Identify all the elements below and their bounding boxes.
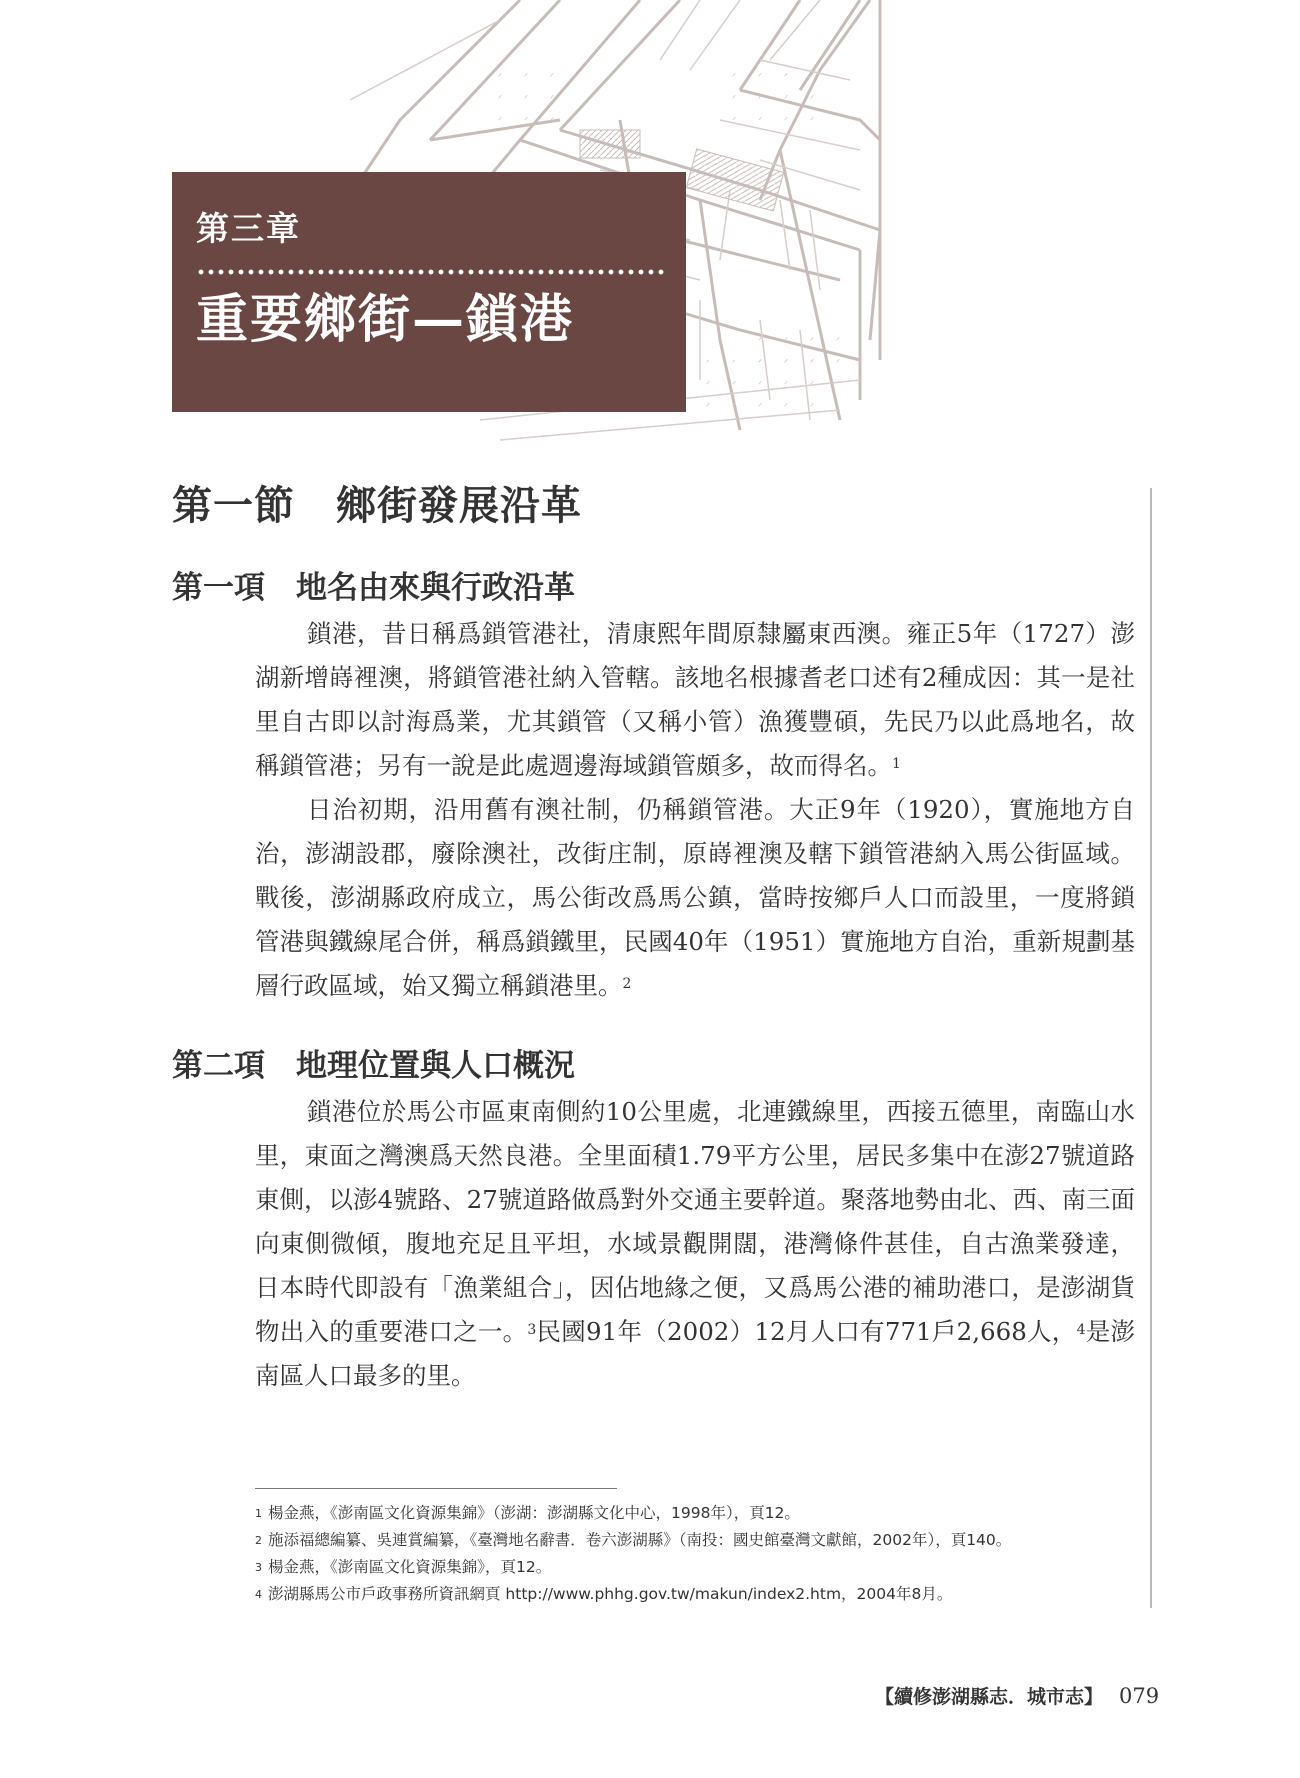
footnote-ref: 2 [622,976,632,992]
section-title: 第一節 鄉街發展沿革 [172,482,582,529]
paragraph: 鎖港位於馬公市區東南側約10公里處，北連鐵線里，西接五德里，南臨山水里，東面之灣澳爲天然良港。全里面積1.79平方公里，居民多集中在澎27號道路東側，以澎4號路、27號道路做爲對外交通主要幹道。聚落地勢由北、西、南三面向東側微傾，腹地充足且平坦，水域景觀開闊，港灣條件甚佳，自古漁業發達，日本時代即設有「漁業組合」，因佔地緣之便，又爲馬公港的補助港口，是澎湖貨物出入的重要港口之一。$^3$民國91年（2002）12月人口有771戶2,668人，$^4$是澎南區人口最多的里。 [255,1097,1136,1390]
paragraph: 日治初期，沿用舊有澳社制，仍稱鎖管港。大正9年（1920），實施地方自治，澎湖設郡，廢除澳社，改街庄制，原嵵裡澳及轄下鎖管港納入馬公街區域。戰後，澎湖縣政府成立，馬公街改爲馬公鎮，當時按鄉戶人口而設里，一度將鎖管港與鐵線尾合併，稱爲鎖鐵里，民國40年（1951）實施地方自治，重新規劃基層行政區域，始又獨立稱鎖港里。$^2$ [255,795,1135,1000]
footnote-item: $^1$ 楊金燕，《澎南區文化資源集錦》（澎湖：澎湖縣文化中心，1998年），頁12。 [255,1504,800,1522]
chapter-title: 重要鄉街—鎖港 [196,289,575,350]
paragraph: 鎖港，昔日稱爲鎖管港社，清康熙年間原隸屬東西澳。雍正5年（1727）澎湖新增嵵裡澳，將鎖管港社納入管轄。該地名根據耆老口述有2種成因：其一是社里自古即以討海爲業，尤其鎖管（又稱小管）漁獲豐碩，先民乃以此爲地名，故稱鎖管港；另有一說是此處週邊海域鎖管頗多，故而得名。$^1$ [255,619,1135,780]
page-footer [875,1682,1159,1709]
footnote-divider [255,1488,617,1489]
item-title-2: 第二項 地理位置與人口概況 [172,1048,575,1084]
book-title: 【續修澎湖縣志．城市志】 [875,1686,1104,1708]
item-title-1: 第一項 地名由來與行政沿革 [172,570,575,606]
footnote-item: $^4$ 澎湖縣馬公市戶政事務所資訊網頁 http://www.phhg.gov.tw/makun/index2.htm，2004年8月。 [255,1585,953,1603]
footnote-item: $^2$ 施添福總編纂、吳連賞編纂，《臺灣地名辭書．卷六澎湖縣》（南投：國史館臺灣文獻館，2002年），頁140。 [255,1531,1012,1549]
chapter-banner [172,172,686,412]
footnote-ref: 3 [527,1322,537,1338]
item-2-body [255,1090,1135,1398]
footnotes [255,1500,1135,1608]
dotted-divider [196,269,668,275]
footnote-item: $^3$ 楊金燕，《澎南區文化資源集錦》，頁12。 [255,1558,552,1576]
chapter-label: 第三章 [196,209,301,248]
right-margin-rule [1150,488,1152,1608]
page-number: 079 [1119,1684,1160,1708]
footnote-ref: 4 [1076,1322,1086,1338]
item-1-body [255,612,1135,1008]
footnote-ref: 1 [892,756,901,772]
